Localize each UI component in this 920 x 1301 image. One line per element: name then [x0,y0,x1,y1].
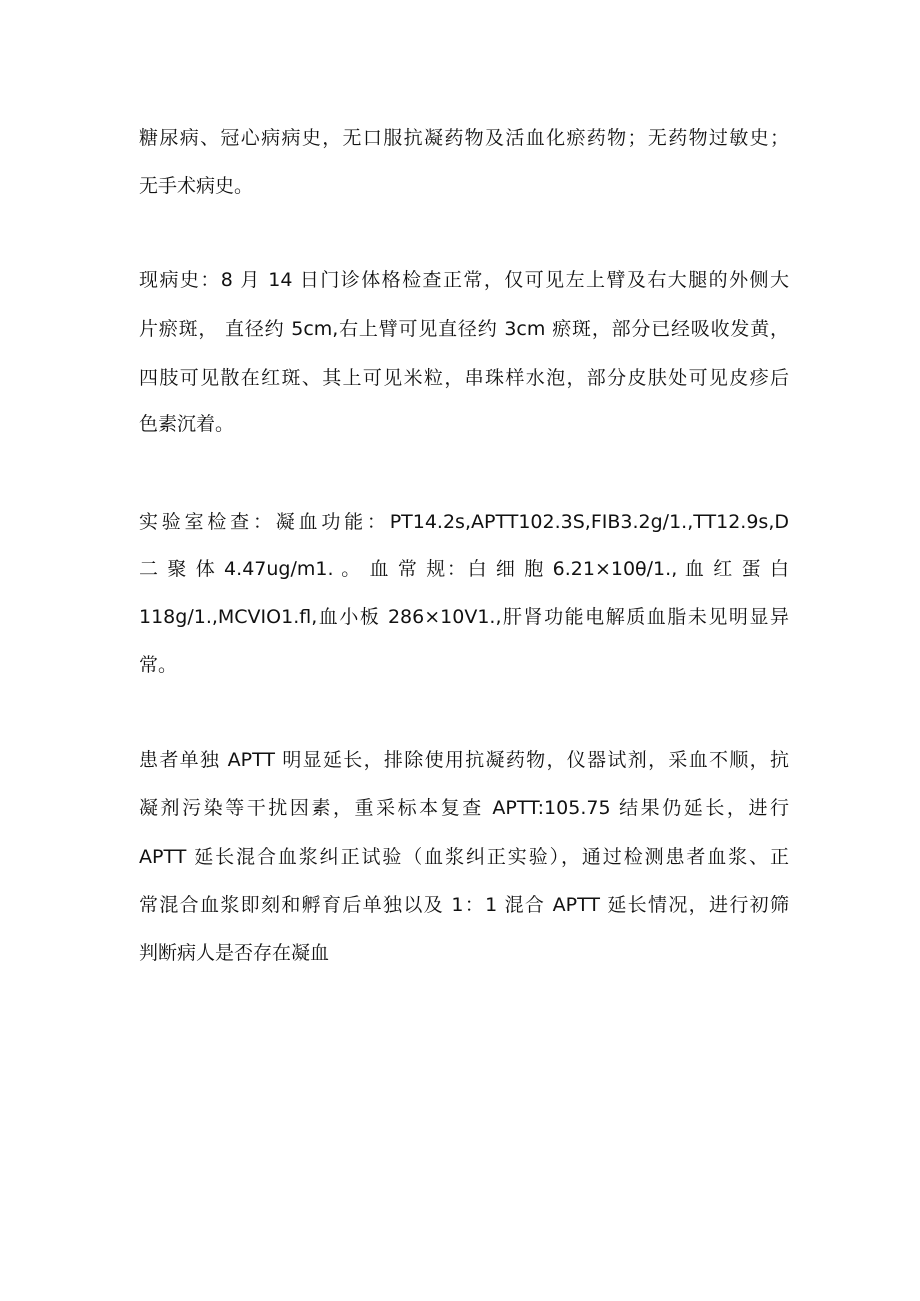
paragraph-2-line-2: 片瘀斑， 直径约 5cm,右上臂可见直径约 3cm 瘀斑，部分已经吸收发黄， [139,318,789,340]
paragraph-3-line-4: 常。 [139,654,178,676]
paragraph-4-line-3: APTT 延长混合血浆纠正试验（血浆纠正实验），通过检测患者血浆、正 [139,846,789,868]
paragraph-2-line-3: 四肢可见散在红斑、其上可见米粒，串珠样水泡，部分皮肤处可见皮疹后 [139,367,789,389]
paragraph-3-line-3: 118g∕1.,MCVIO1.fl,血小板 286×10V1.,肝肾功能电解质血脂未见明显异 [139,606,789,628]
paragraph-3-line-2: 二 聚 体 4.47ug∕m1. 。 血 常 规：白 细 胞 6.21×10θ∕1., 血 红 蛋 白 [139,558,789,580]
paragraph-3-line-1: 实验室检查：凝血功能：PT14.2s,APTT102.3S,FIB3.2g∕1.,TT12.9s,D [139,511,789,533]
paragraph-4-line-5: 判断病人是否存在凝血 [139,942,330,964]
paragraph-4-line-2: 凝剂污染等干扰因素，重采标本复查 APTT:105.75 结果仍延长，进行 [139,797,789,819]
paragraph-4-line-4: 常混合血浆即刻和孵育后单独以及 1：1 混合 APTT 延长情况，进行初筛 [139,894,789,916]
paragraph-1-line-1: 糖尿病、冠心病病史，无口服抗凝药物及活血化瘀药物；无药物过敏史； [139,127,789,149]
paragraph-4-line-1: 患者单独 APTT 明显延长，排除使用抗凝药物，仪器试剂，采血不顺，抗 [139,749,789,771]
paragraph-1-line-2: 无手术病史。 [139,175,254,197]
paragraph-2-line-1: 现病史：8 月 14 日门诊体格检查正常，仅可见左上臂及右大腿的外侧大 [139,269,789,291]
paragraph-2-line-4: 色素沉着。 [139,413,235,435]
